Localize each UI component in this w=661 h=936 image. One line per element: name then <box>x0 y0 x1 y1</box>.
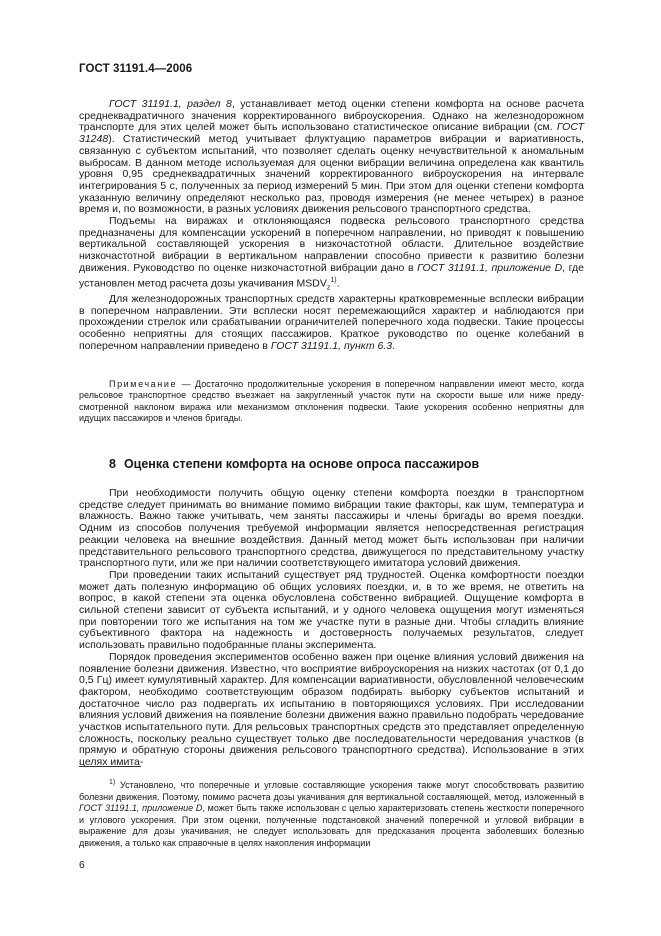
paragraph-survey-intro: При необходимости получить общую оценку степени комфорта поездки в транспортном средстве следует принимать во внимание помимо вибрации такие факторы, как шум, температура и влажность. Важно также учитывать, чем заняты пассажиры и члены бригады во время поездки. Одним из способов получения требуемой информации является непосредственная регистрация реакции человека на внешние воздействия. Данный метод может быть использован при наличии представительного рельсового транспортного средства, движущегося по представительному участку транспортного пути, или же при наличии соответствующего имитатора условий движения. <box>79 487 584 570</box>
note-label: Примечание <box>109 379 178 389</box>
section-number: 8 <box>109 457 116 471</box>
standard-reference: ГОСТ 31191.1, пункт 6.3 <box>270 339 393 352</box>
text-block-upper <box>79 99 584 352</box>
standard-reference: ГОСТ 31191.1, раздел 8 <box>109 98 232 110</box>
standard-reference: ГОСТ 31191.1, приложение D <box>79 803 203 814</box>
paragraph-statistical-method: ГОСТ 31191.1, раздел 8, устанавливает метод оценки степени комфорта на основе расчета среднеквадратичного значения корректированного виброускорения. Однако на железнодорожном транспорте для этих целей может быть использовано статистическое описание вибрации (см. ГОСТ 31248). Статистический метод учитывает флуктуацию параметров вибрации и вариативность, связанную с субъектом испытаний, что позволяет сделать оценку нечувствительной к аномальным выбросам. В данном методе используемая для оценки вибрации величина определена как квантиль уровня 0,95 среднеквадратичных значений корректированного виброускорения на интервале интегрирования 5 с, полученных за период измерений 5 мин. При этом для оценки степени комфорта указанную величину определяют несколько раз, проводя измерения (не менее четырех) в разное время и, по возможности, в разных условиях движения рельсового транспортного средства. <box>79 98 584 216</box>
page-number: 6 <box>79 860 85 871</box>
paragraph-tilting-suspension: Подъемы на виражах и отклоняющаяся подвеска рельсового транспортного средства предназначены для компенсации ускорений в поперечном направлении, но приводят к повышению вертикальной составляющей ускорения в низкочастотной области. Длительное воздействие низкочастотной вибрации в вертикальном направлении способно привести к развитию болезни движения. Руководство по оценке низкочастотной вибрации дано в ГОСТ 31191.1, приложение D, где установлен метод расчета дозы укачивания $MSDV_z^{1)}$. <box>79 215 584 292</box>
text-block-lower <box>79 488 584 769</box>
standard-reference: ГОСТ 31248 <box>79 121 584 146</box>
paragraph-difficulties: При проведении таких испытаний существует ряд трудностей. Оценка комфортности поездки может дать полезную информацию об общих условиях поездки, и, в то же время, не ответить на вопрос, в какой степени эта оценка обусловлена собственно вибрацией. Ощущение комфорта в сильной степени зависит от субъекта испытаний, и у одного человека ощущения могут изменяться при повторении того же испытания на том же участке пути в разные дни. Чтобы сгладить влияние субъективного фактора на надежность и достоверность получаемых результатов, следует использовать правильно подобранные планы эксперимента. <box>79 568 584 652</box>
section-heading <box>109 457 479 471</box>
footnote-marker: 1) <box>109 779 116 786</box>
section-title: Оценка степени комфорта на основе опроса пассажиров <box>123 457 480 471</box>
standard-reference: ГОСТ 31191.1, приложение D <box>417 261 563 274</box>
footnote-marker: 1) <box>330 276 337 284</box>
subscript: z <box>326 284 331 292</box>
paragraph-lateral-vibration: Для железнодорожных транспортных средств характерны кратковременные всплески вибрации в поперечном направлении. Эти всплески носят перемежающийся характер и наблюдаются при прохождении стрелок или срабатывании ограничителей поперечного хода подвески. Такие процессы особенно неприятны для стоящих пассажиров. Краткое руководство по оценке колебаний в поперечном направлении приведено в ГОСТ 31191.1, пункт 6.3. <box>79 292 584 352</box>
note-text: — Достаточно продолжительные ускорения в поперечном направлении имеют место, когда рельсовое транспортное средство въезжает на закругленный участок пути на скорости выше или ниже предусмотренной наклоном виража или механизмом отклонения подвески. Такие ускорения особенно неприятны для идущих пассажиров и членов бригады. <box>79 379 584 424</box>
note-block <box>79 379 584 425</box>
document-header: ГОСТ 31191.4—2006 <box>79 63 193 75</box>
footnote: $^{1)}$ Установлено, что поперечные и угловые составляющие ускорения также могут способствовать развитию болезни движения. Поэтому, помимо расчета дозы укачивания для вертикальной составляющей, метод, изложенный в ГОСТ 31191.1, приложение D, может быть также использован с целью характеризовать степень жесткости поперечного и углового ускорения. При этом оценки, полученные подстановкой значений поперечной и угловой вибрации в выражение для дозы укачивания, не следует использовать для предсказания процента заболевших болезнью движения, а только как справочные в целях накопления информации <box>79 779 584 848</box>
footnote-separator <box>79 766 141 767</box>
paragraph-experiment-order: Порядок проведения экспериментов особенно важен при оценке влияния условий движения на появление болезни движения. Известно, что восприятие виброускорения на низких частотах (от 0,1 до 0,5 Гц) имеет кумулятивный характер. Для компенсации вариативности, обусловленной человеческим фактором, необходимо соответствующим образом подбирать выборку субъектов испытаний и достаточное число раз подвергать их испытанию в повторяющихся условиях. При исследовании влияния условий движения на появление болезни движения важно правильно подобрать чередование участков испытательного пути. Для рельсовых транспортных средств это представляет определенную сложность, поскольку реально существует только две последовательности чередования участков (в прямую и обратную стороны движения рельсового транспортного средства). Использование в этих целях имита- <box>79 650 584 769</box>
